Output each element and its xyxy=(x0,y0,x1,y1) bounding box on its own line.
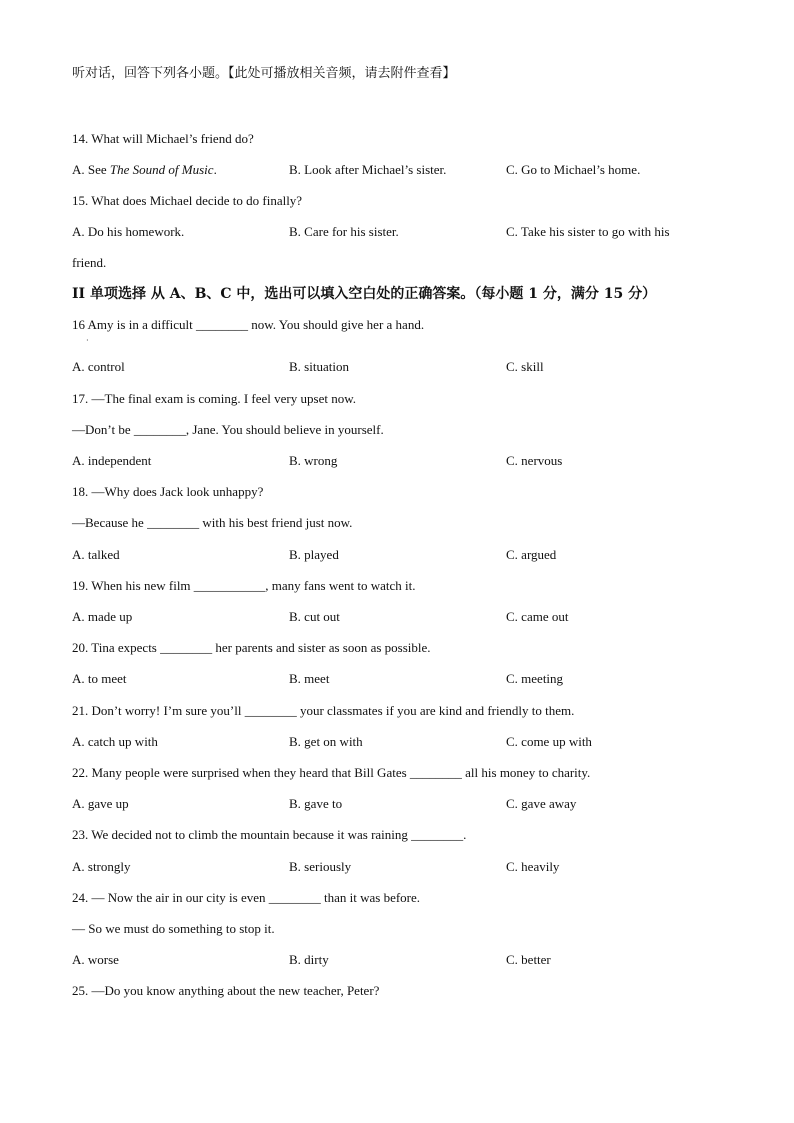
question-24: 24. — Now the air in our city is even ________ than it was before. xyxy=(72,890,421,905)
film-title: The Sound of Music xyxy=(109,162,214,177)
q18-option-c: C. argued xyxy=(506,547,557,562)
question-18: 18. —Why does Jack look unhappy? xyxy=(72,484,264,499)
q19-option-a: A. made up xyxy=(72,609,133,624)
question-17: 17. —The final exam is coming. I feel very upset now. xyxy=(72,391,356,406)
q24-option-b: B. dirty xyxy=(289,952,329,967)
question-19: 19. When his new film ___________, many fans went to watch it. xyxy=(72,578,416,593)
q15-option-b: B. Care for his sister. xyxy=(289,224,399,239)
q20-option-c: C. meeting xyxy=(506,671,564,686)
question-22: 22. Many people were surprised when they heard that Bill Gates ________ all his money to charity. xyxy=(72,765,591,780)
q22-option-a: A. gave up xyxy=(72,796,129,811)
q14-option-a: A. See The Sound of Music. xyxy=(72,162,217,177)
question-16: 16 Amy is in a difficult ________ now. You should give her a hand. xyxy=(72,317,425,332)
q16-option-c: C. skill xyxy=(506,359,544,374)
question-17-line-2: —Don’t be ________, Jane. You should believe in yourself. xyxy=(72,422,384,437)
q16-option-b: B. situation xyxy=(289,359,349,374)
listening-instructions: 听对话，回答下列各小题。【此处可播放相关音频，请去附件查看】 xyxy=(72,66,456,81)
q21-option-a: A. catch up with xyxy=(72,734,158,749)
q18-option-a: A. talked xyxy=(72,547,120,562)
q20-option-b: B. meet xyxy=(289,671,330,686)
q14-option-b: B. Look after Michael’s sister. xyxy=(289,162,447,177)
question-18-line-2: —Because he ________ with his best friend just now. xyxy=(72,515,353,530)
section-heading: II 单项选择 从 A、B、C 中，选出可以填入空白处的正确答案。（每小题 1 分，满分 15 分） xyxy=(72,286,657,302)
q23-option-b: B. seriously xyxy=(289,859,352,874)
q23-option-a: A. strongly xyxy=(72,859,131,874)
q15-option-c-continued: friend. xyxy=(72,255,107,270)
q20-option-a: A. to meet xyxy=(72,671,127,686)
q22-option-b: B. gave to xyxy=(289,796,343,811)
question-15: 15. What does Michael decide to do finally? xyxy=(72,193,303,208)
q24-option-a: A. worse xyxy=(72,952,119,967)
q17-option-c: C. nervous xyxy=(506,453,563,468)
q19-option-b: B. cut out xyxy=(289,609,340,624)
question-25: 25. —Do you know anything about the new teacher, Peter? xyxy=(72,983,380,998)
q15-option-c: C. Take his sister to go with his xyxy=(506,224,670,239)
question-14: 14. What will Michael’s friend do? xyxy=(72,131,254,146)
question-20: 20. Tina expects ________ her parents and sister as soon as possible. xyxy=(72,640,431,655)
q14-option-c: C. Go to Michael’s home. xyxy=(506,162,641,177)
q17-option-a: A. independent xyxy=(72,453,152,468)
q22-option-c: C. gave away xyxy=(506,796,577,811)
q19-option-c: C. came out xyxy=(506,609,569,624)
q18-option-b: B. played xyxy=(289,547,339,562)
question-23: 23. We decided not to climb the mountain because it was raining ________. xyxy=(72,827,467,842)
q21-option-c: C. come up with xyxy=(506,734,592,749)
q21-option-b: B. get on with xyxy=(289,734,363,749)
question-21: 21. Don’t worry! I’m sure you’ll ________ your classmates if you are kind and friendly to them. xyxy=(72,703,575,718)
question-24-line-2: — So we must do something to stop it. xyxy=(72,921,275,936)
q17-option-b: B. wrong xyxy=(289,453,338,468)
q23-option-c: C. heavily xyxy=(506,859,560,874)
q16-option-a: A. control xyxy=(72,359,125,374)
q24-option-c: C. better xyxy=(506,952,551,967)
stray-dot: · xyxy=(86,336,89,345)
q15-option-a: A. Do his homework. xyxy=(72,224,185,239)
